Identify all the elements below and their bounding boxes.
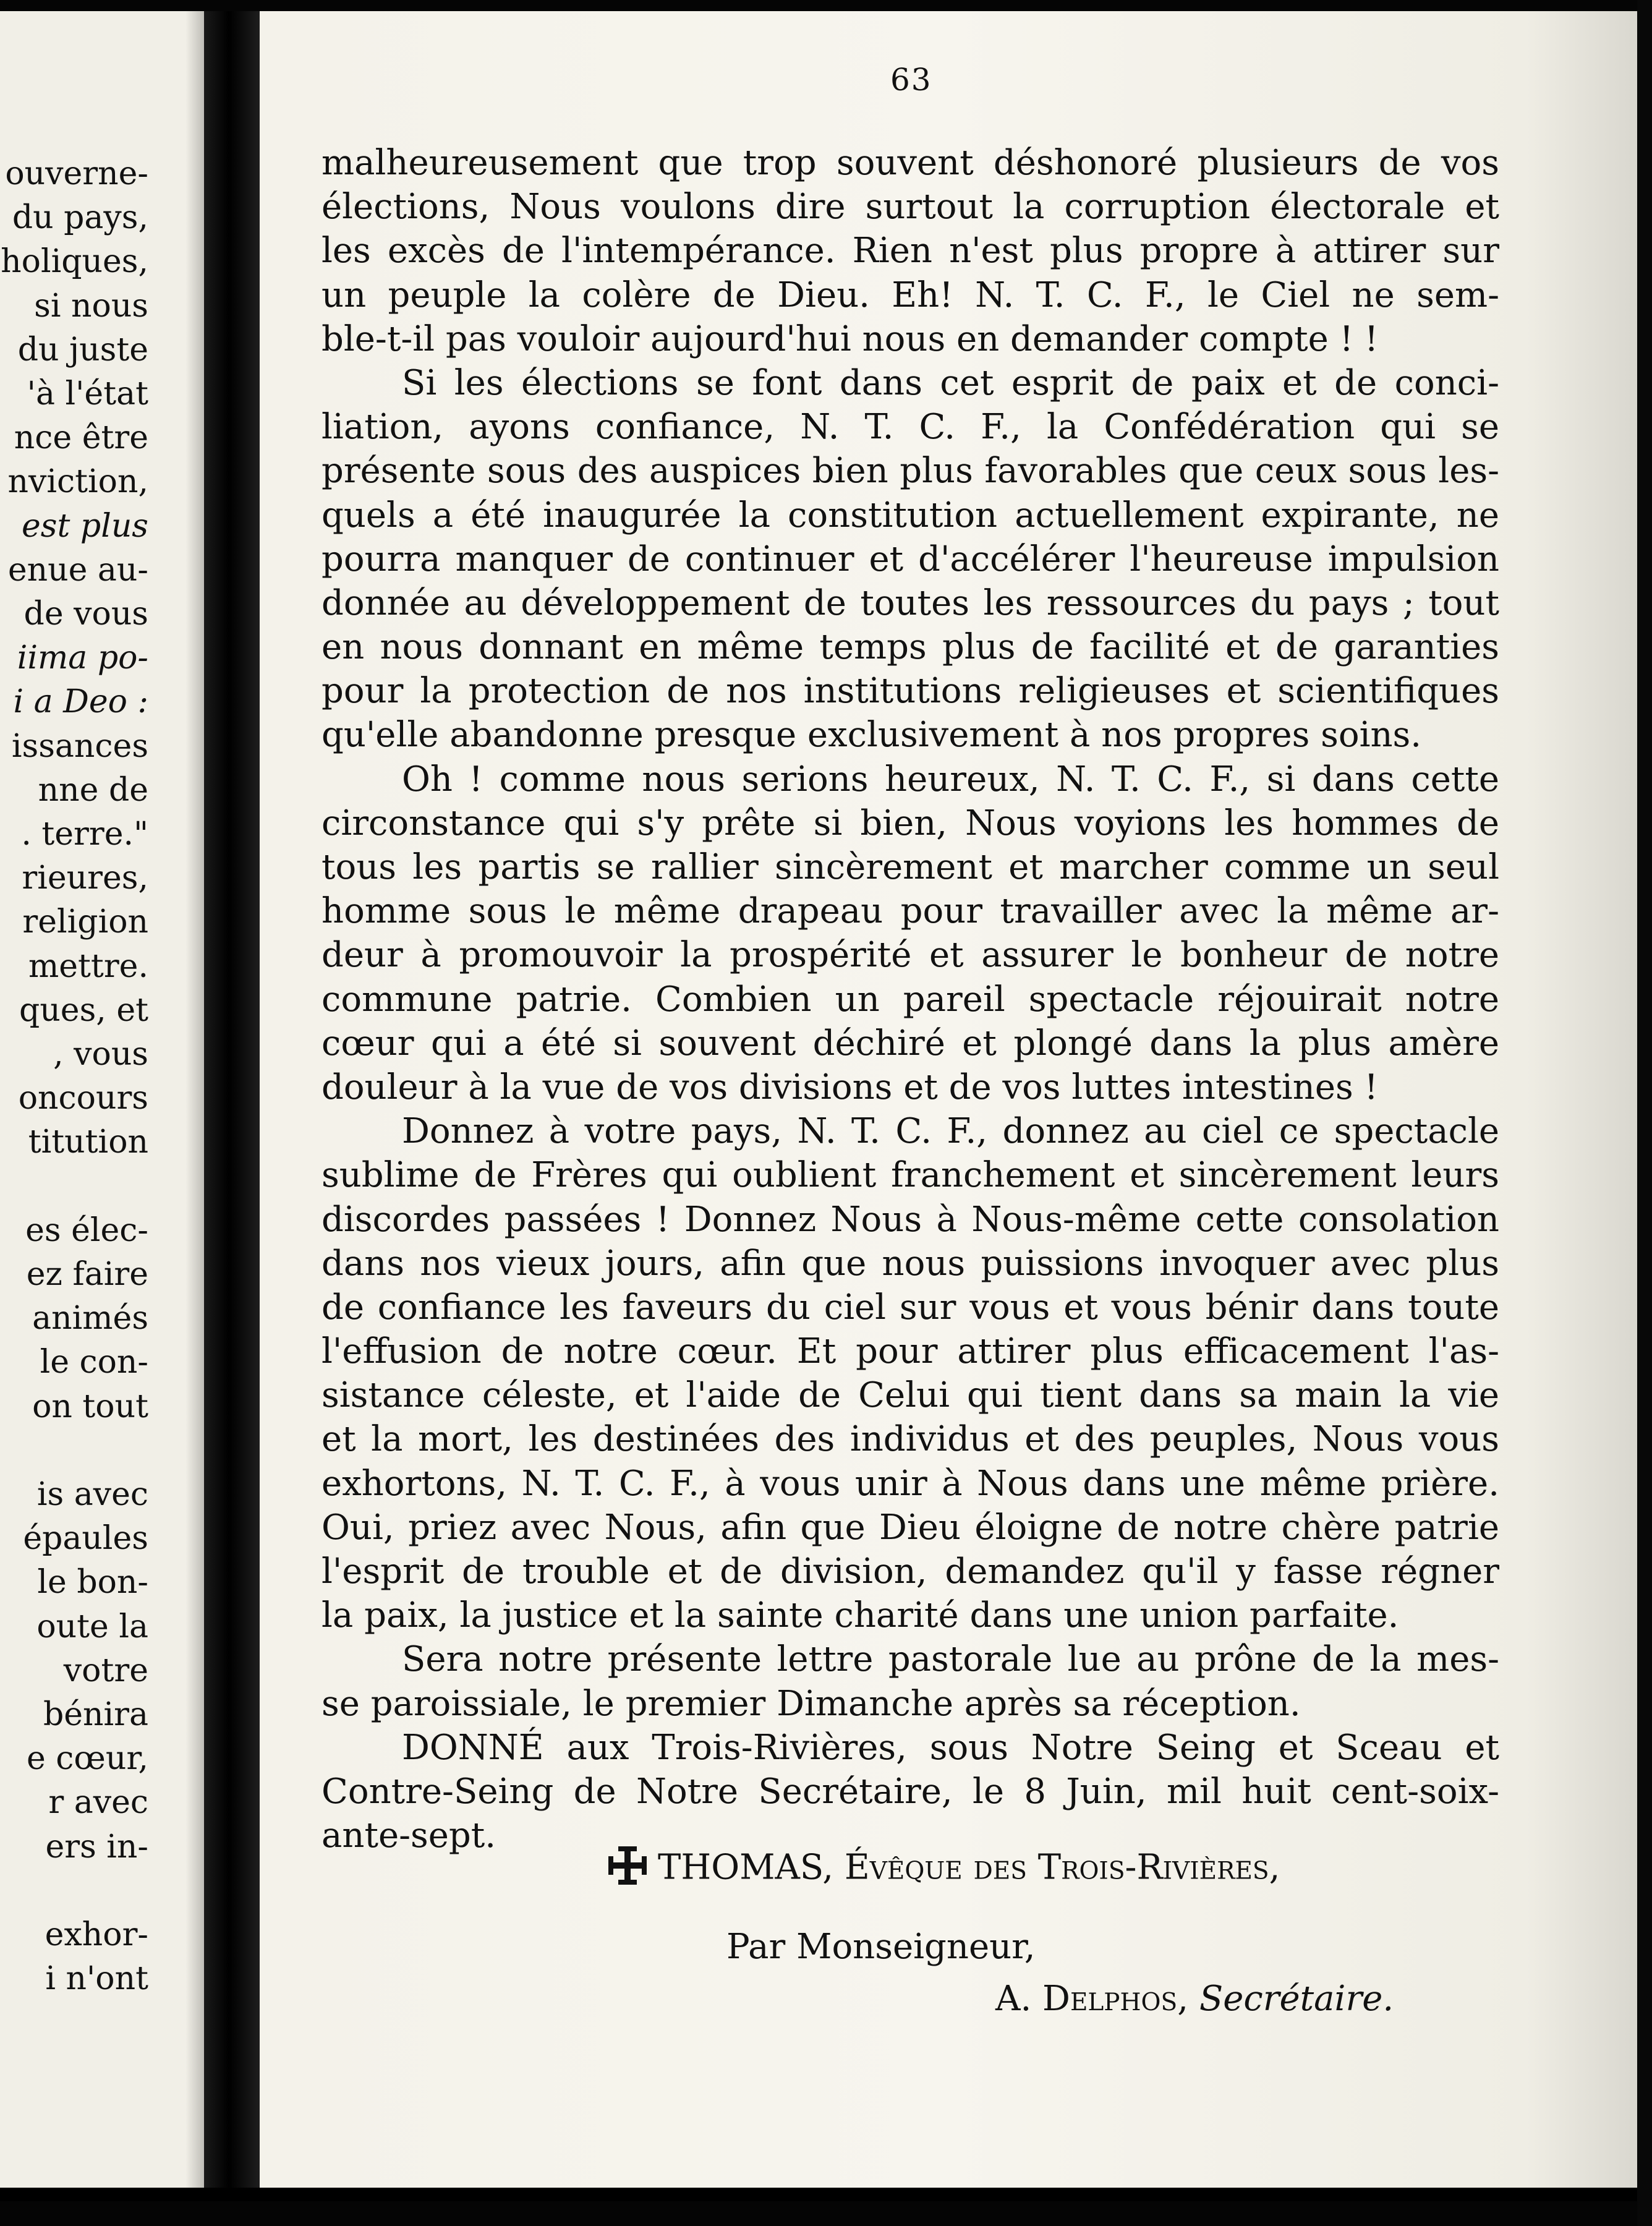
previous-page-line: titution (28, 1124, 148, 1161)
body-text-line: la paix, la justice et la sainte charité dans une union parfaite. (321, 1595, 1399, 1636)
previous-page-line: nviction, (7, 463, 148, 501)
body-text-line: commune patrie. Combien un pareil spectacle réjouirait notre (321, 979, 1499, 1020)
bishop-signature-line (606, 1844, 1280, 1896)
body-text-line: donnée au développement de toutes les ressources du pays ; tout (321, 582, 1499, 623)
previous-page-line: oncours (18, 1080, 148, 1117)
body-text-line: l'esprit de trouble et de division, demandez qu'il y fasse régner (321, 1551, 1499, 1592)
episcopal-cross-icon (606, 1844, 649, 1896)
body-text-line: Si les élections se font dans cet esprit de paix et de conci- (402, 362, 1499, 403)
body-text-line: et la mort, les destinées des individus et des peuples, Nous vous (321, 1419, 1499, 1460)
previous-page-line: le con- (40, 1344, 148, 1381)
previous-page-line: . terre." (21, 816, 148, 853)
body-text-line: quels a été inaugurée la constitution actuellement expirante, ne (321, 495, 1499, 535)
previous-page-line: issances (11, 727, 148, 765)
body-text-line: qu'elle abandonne presque exclusivement à nos propres soins. (321, 715, 1422, 756)
previous-page-line: religion (22, 903, 148, 941)
previous-page-line: mettre. (28, 947, 148, 985)
previous-page-line: es élec- (25, 1211, 148, 1249)
previous-page-line: holiques, (1, 243, 148, 281)
body-text-line: malheureusement que trop souvent déshonoré plusieurs de vos (321, 143, 1499, 183)
previous-page-line: votre (63, 1652, 148, 1689)
book-spine (204, 11, 260, 2188)
previous-page-line: oute la (36, 1608, 148, 1645)
previous-page-line: enue au- (7, 551, 148, 589)
previous-page-line: rieures, (22, 859, 148, 897)
body-text-line: discordes passées ! Donnez Nous à Nous-même cette consolation (321, 1199, 1499, 1240)
scan-border-top (0, 0, 1652, 11)
previous-page-line: épaules (23, 1520, 148, 1558)
previous-page-line: ers in- (45, 1828, 148, 1866)
secretary-title: Secrétaire. (1199, 1979, 1394, 2019)
secretary-signature-line (995, 1979, 1394, 2019)
previous-page-line: e cœur, (26, 1740, 148, 1778)
body-text-line: ble-t-il pas vouloir aujourd'hui nous en demander compte ! ! (321, 318, 1379, 359)
previous-page-line: animés (32, 1300, 148, 1337)
body-text-line: l'effusion de notre cœur. Et pour attirer plus efficacement l'as- (321, 1331, 1499, 1372)
previous-page-line: ques, et (19, 991, 148, 1029)
body-text-line: Donnez à votre pays, N. T. C. F., donnez au ciel ce spectacle (402, 1111, 1499, 1152)
previous-page-line: du pays, (12, 199, 148, 237)
scan-border-right (1637, 0, 1652, 2226)
previous-page-line: ouverne- (5, 155, 148, 192)
body-text-line: élections, Nous voulons dire surtout la corruption électorale et (321, 187, 1499, 228)
previous-page-line: exhor- (45, 1916, 148, 1953)
body-text-line: tous les partis se rallier sincèrement et marcher comme un seul (321, 847, 1499, 887)
body-text-line: Contre-Seing de Notre Secrétaire, le 8 Juin, mil huit cent-soix- (321, 1771, 1499, 1812)
previous-page-line: i n'ont (45, 1960, 148, 1998)
body-text-line: les excès de l'intempérance. Rien n'est plus propre à attirer sur (321, 231, 1499, 271)
body-text-line: un peuple la colère de Dieu. Eh! N. T. C. F., le Ciel ne sem- (321, 275, 1499, 315)
body-text-line: en nous donnant en même temps plus de facilité et de garanties (321, 627, 1499, 668)
previous-page-line: est plus (22, 507, 148, 545)
body-text-line: deur à promouvoir la prospérité et assurer le bonheur de notre (321, 935, 1499, 976)
previous-page-line: is avec (36, 1476, 148, 1513)
body-text-line: liation, ayons confiance, N. T. C. F., la Confédération qui se (321, 407, 1499, 448)
previous-page-line: de vous (23, 595, 148, 633)
body-text-line: pour la protection de nos institutions religieuses et scientifiques (321, 671, 1499, 712)
previous-page-line: r avec (48, 1784, 148, 1822)
previous-page-line: si nous (34, 287, 148, 325)
previous-page-line: bénira (43, 1696, 148, 1733)
body-text-line: homme sous le même drapeau pour travailler avec la même ar- (321, 891, 1499, 932)
previous-page-line: nce être (14, 419, 148, 457)
body-text-line: se paroissiale, le premier Dimanche après sa réception. (321, 1683, 1301, 1724)
body-text (321, 141, 1499, 1857)
previous-page-line: 'à l'état (27, 375, 148, 412)
previous-page-line: ez faire (26, 1256, 148, 1293)
page-number: 63 (890, 62, 932, 98)
previous-page-line: le bon- (37, 1564, 148, 1601)
body-text-line: pourra manquer de continuer et d'accélérer l'heureuse impulsion (321, 539, 1499, 579)
body-text-line: dans nos vieux jours, afin que nous puissions invoquer avec plus (321, 1243, 1499, 1284)
body-text-line: sistance céleste, et l'aide de Celui qui tient dans sa main la vie (321, 1375, 1499, 1416)
previous-page-line: du juste (17, 331, 148, 369)
body-text-line: DONNÉ aux Trois-Rivières, sous Notre Seing et Sceau et (402, 1727, 1499, 1768)
body-text-line: Oui, priez avec Nous, afin que Dieu éloigne de notre chère patrie (321, 1507, 1499, 1548)
body-text-line: sublime de Frères qui oublient franchement et sincèrement leurs (321, 1155, 1499, 1196)
body-text-line: exhortons, N. T. C. F., à vous unir à Nous dans une même prière. (321, 1463, 1499, 1504)
previous-page-line: nne de (38, 771, 148, 809)
previous-page-line: i a Deo : (13, 683, 148, 721)
bishop-title: Évêque des Trois-Rivières, (844, 1847, 1280, 1888)
previous-page-line: iima po- (17, 639, 148, 677)
body-text-line: Sera notre présente lettre pastorale lue au prône de la mes- (402, 1639, 1499, 1680)
bishop-name: THOMAS, (658, 1847, 834, 1888)
body-text-line: présente sous des auspices bien plus favorables que ceux sous les- (321, 451, 1499, 492)
previous-page-line: on tout (32, 1388, 148, 1425)
previous-page-fragment (0, 11, 204, 2188)
scan-border-bottom (0, 2201, 1652, 2226)
body-text-line: Oh ! comme nous serions heureux, N. T. C. F., si dans cette (402, 759, 1499, 800)
body-text-line: douleur à la vue de vos divisions et de vos luttes intestines ! (321, 1067, 1379, 1107)
by-order-line: Par Monseigneur, (726, 1927, 1036, 1967)
previous-page-line: , vous (53, 1036, 148, 1073)
body-text-line: ante-sept. (321, 1815, 496, 1856)
secretary-name: A. Delphos, (995, 1979, 1189, 2019)
gutter-shadow (185, 11, 204, 2188)
body-text-line: de confiance les faveurs du ciel sur vous et vous bénir dans toute (321, 1287, 1499, 1328)
body-text-line: circonstance qui s'y prête si bien, Nous voyions les hommes de (321, 803, 1499, 843)
body-text-line: cœur qui a été si souvent déchiré et plongé dans la plus amère (321, 1023, 1499, 1064)
